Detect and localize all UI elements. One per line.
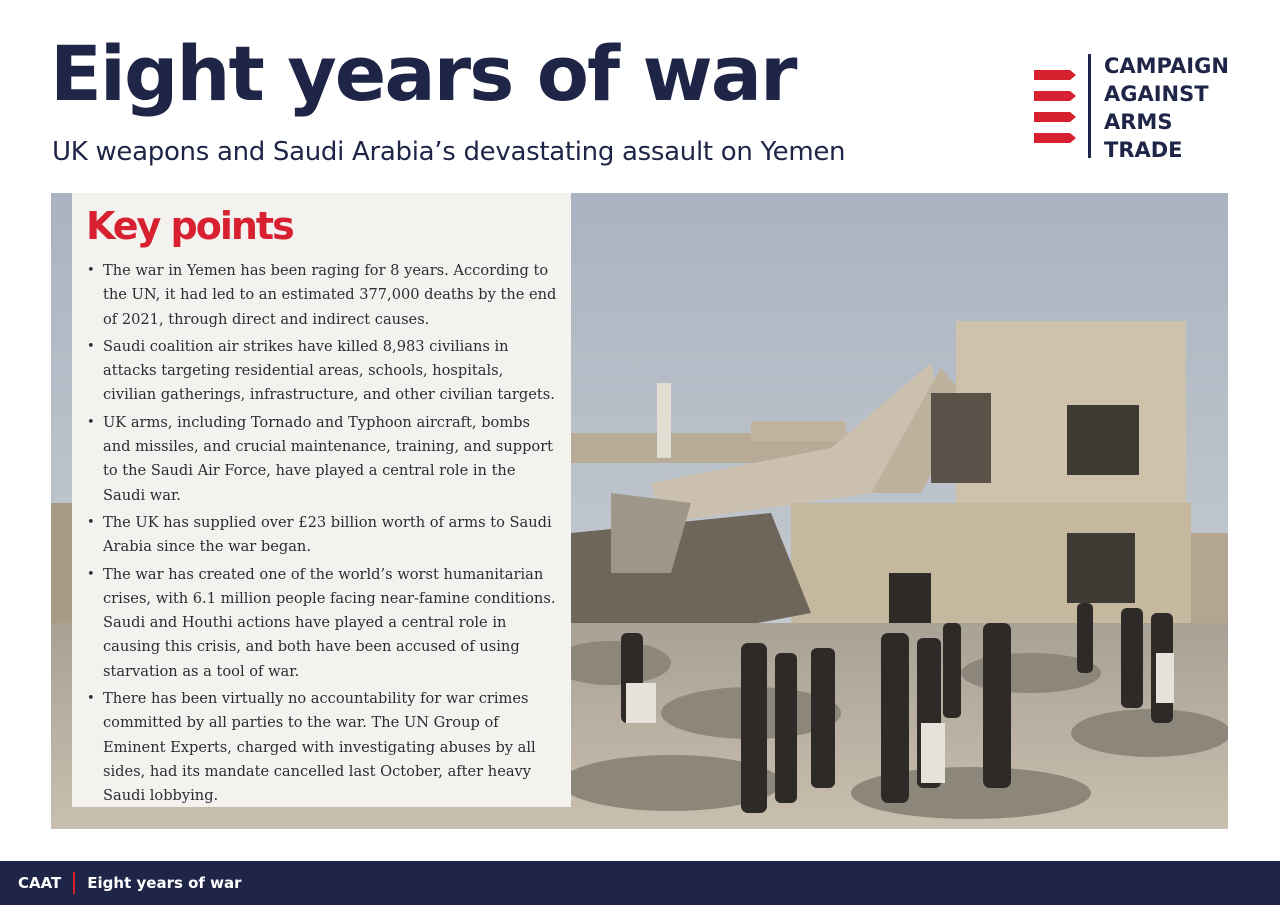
logo-wordmark [1104,52,1234,164]
footer-separator [73,872,75,894]
logo-divider [1088,54,1091,158]
key-points-heading: Key points [86,204,293,248]
key-point-item: • The war has created one of the world’s worst humanitarian crises, with 6.1 million people facing near-famine conditions. Saudi and Houthi actions have played a central role in causing this crisis, and both have been accused of using starvation as a tool of war. [86,563,557,684]
key-point-item: • The UK has supplied over £23 billion worth of arms to Saudi Arabia since the war began. [86,511,557,560]
key-point-item: • The war in Yemen has been raging for 8 years. According to the UN, it had led to an estimated 377,000 deaths by the end of 2021, through direct and indirect causes. [86,259,557,332]
page-subtitle: UK weapons and Saudi Arabia’s devastating assault on Yemen [52,137,846,167]
footer-bar [0,861,1280,905]
key-point-item: • Saudi coalition air strikes have killed 8,983 civilians in attacks targeting residential areas, schools, hospitals, civilian gatherings, infrastructure, and other civilian targets. [86,335,557,408]
logo-line: TRADE [1104,138,1183,162]
caat-logo [1034,52,1234,162]
page-title: Eight years of war [50,29,796,118]
key-point-item: • There has been virtually no accountability for war crimes committed by all parties to the war. The UN Group of Eminent Experts, charged with investigating abuses by all sides, had its mandate cancelled last October, after heavy Saudi lobbying. [86,687,557,808]
caat-chevrons-icon [1034,70,1078,144]
logo-line: CAMPAIGN [1104,54,1229,78]
logo-line: ARMS [1104,110,1173,134]
footer-title: Eight years of war [87,874,242,892]
logo-line: AGAINST [1104,82,1209,106]
key-points-list [86,259,557,809]
footer-org: CAAT [18,874,62,892]
key-points-panel [72,193,571,807]
key-point-item: • UK arms, including Tornado and Typhoon aircraft, bombs and missiles, and crucial maintenance, training, and support to the Saudi Air Force, have played a central role in the Saudi war. [86,411,557,508]
